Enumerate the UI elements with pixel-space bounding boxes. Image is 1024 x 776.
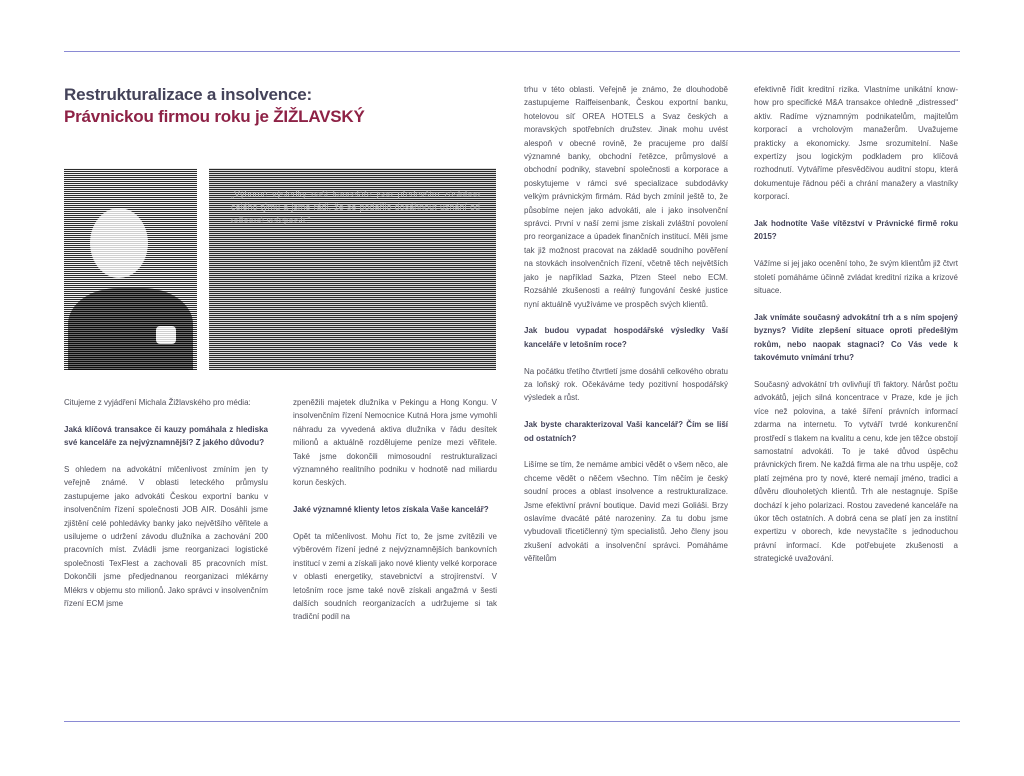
body-paragraph: zpeněžili majetek dlužníka v Pekingu a Hong Kongu. V insolvenčním řízení Nemocnice Kutná Hora jsme vymohli náhradu za vyvedená aktiva dlužníka v řádu desítek milionů a aktuálně rozdělujeme peníze mezi věřitele. Také jsme dokončili mimosoudní restrukturalizaci významného realitního podniku v hodnotě nad miliardu korun českých. — [293, 398, 497, 488]
title-line-2: Právnickou firmou roku je ŽIŽLAVSKÝ — [64, 107, 365, 126]
interview-question: Jak budou vypadat hospodářské výsledky Vaší kanceláře v letošním roce? — [524, 326, 728, 349]
body-paragraph: Lišíme se tím, že nemáme ambici vědět o všem něco, ale chceme vědět o něčem všechno. Tím něčím je český soudní proces a oblast insolvence a restrukturalizace. Jsme efektivní právní boutique. David mezi Goliáši. Brzy oslavíme dvacáté páté narozeniny. Za tu dobu jsme vybudovali třicetičlenný tým specialistů. Jeho členy jsou zkušení advokáti a insolvenční správci. Pomáháme věřitelům — [524, 460, 728, 564]
interview-question: Jak vnímáte současný advokátní trh a s ním spojený byznys? Vidíte zlepšení situace oproti předešlým rokům, nebo naopak stagnaci? Co Vás vede k takovémuto vnímání trhu? — [754, 312, 958, 363]
text-column-4 — [754, 83, 958, 579]
text-column-1 — [64, 396, 268, 624]
text-column-3 — [524, 83, 728, 579]
pull-quote-box — [209, 168, 496, 370]
portrait-hand — [156, 326, 176, 344]
body-paragraph: S ohledem na advokátní mlčenlivost zmíním jen ty veřejně známé. V oblasti leteckého průmyslu zastupujeme jako advokáti Českou exportní banku v insolvenčním řízení společnosti JOB AIR. Dosáhli jsme zjištění celé pohledávky banky jako největšího věřitele a usilujeme o udržení závodu dlužníka a zachování 200 pracovních míst. Zvládli jsme reorganizaci logistické společnosti TexFlest a zachovali 85 pracovních míst. Dokončili jsme předjednanou reorganizaci mlékárny Mlékrs v objemu sto milionů. Jako správci v insolvenčním řízení ECM jsme — [64, 465, 268, 609]
interview-question: Jaká klíčová transakce či kauzy pomáhala z hlediska své kanceláře za nejvýznamnější? Z jakého důvodu? — [64, 424, 268, 448]
portrait-face — [90, 208, 148, 278]
body-paragraph: Na počátku třetího čtvrtletí jsme dosáhli celkového obratu za loňský rok. Očekáváme tedy pozitivní hospodářský výsledek a růst. — [524, 366, 728, 403]
title-line-1: Restrukturalizace a insolvence: — [64, 85, 312, 104]
interview-question: Jak hodnotíte Vaše vítězství v Právnické firmě roku 2015? — [754, 219, 958, 242]
body-paragraph: Opět ta mlčenlivost. Mohu říct to, že jsme zvítězili ve výběrovém řízení jedné z nejvýznamnějších bankovních institucí v zemi a získali jako nové klienty velké korporace v oblasti energetiky, stavebnictví a strojírenství. V letošním roce jsme také nově získali angažmá v šesti dalších soudních reorganizacích a udržujeme si tak tradiční podíl na — [293, 532, 497, 622]
body-paragraph: trhu v této oblasti. Veřejně je známo, že dlouhodobě zastupujeme Raiffeisenbank, Českou exportní banku, hotelovou síť OREA HOTELS a Svaz českých a moravských spotřebních družstev. Jinak mohu uvést alespoň v obecné rovině, že pracujeme pro další významné banky, obchodní řetězce, průmyslové a obchodní podniky, stavební společnosti a korporace a poskytujeme v rámci své specializace subdodávky velkým právnickým firmám. Rád bych zmínil ještě to, že působíme nejen jako advokáti, ale i jako insolvenční správci. První v naší zemi jsme získali zvláštní povolení pro reorganizace a úpadek finančních institucí. Měli jsme tak již možnost pracovat na základě soudního pověření na stovkách insolvenčních řízení, včetně těch největších jako je například Sazka, Plzen Steel nebo ECM. Rozsáhlé zkušenosti a reálný fungování české justice nyní aktuálně využíváme ve prospěch svých klientů. — [524, 85, 728, 309]
portrait-photo — [64, 168, 197, 370]
body-paragraph: Současný advokátní trh ovlivňují tři faktory. Nárůst počtu advokátů, jejich silná koncentrace v Praze, kde je jich více než polovina, a také šíření právních informací zdarma na internetu. To vytváří tvrdé konkurenční prostředí s tlakem na kvalitu a cenu, kde jen těžce obstojí samostatní advokáti. To je také důvod úspěchu právnických firem. Ne každá firma ale na trhu uspěje, což platí zejména pro ty nové, které nemají jméno, tradici a důvěru dlouholetých klientů. Trh ale nestagnuje. Spíše dochází k jeho polarizaci. Rostou zavedené kanceláře na úkor těch ostatních. A dobrá cena se platí jen za institní expertizu v oborech, kde nevystačíte s jednoduchou právní informací. Kde potřebujete zkušenosti a strategické uvažování. — [754, 379, 958, 564]
top-rule — [64, 51, 960, 52]
body-paragraph: Vážíme si jej jako ocenění toho, že svým klientům již čtvrt století pomáháme účinně zvládat kreditní rizika a krizové situace. — [754, 259, 958, 296]
text-column-2 — [293, 396, 497, 637]
bottom-rule — [64, 721, 960, 722]
body-paragraph: efektivně řídit kreditní rizika. Vlastníme unikátní know-how pro specifické M&A transakce ohledně „distressed“ aktiv. Radíme významným podnikatelům, majitelům korporací a vrcholovým manažerům. Uvažujeme prakticky a ekonomicky. Jsme srozumitelní. Naše expertízy jsou logickým podkladem pro klíčová rozhodnutí. Vytváříme přesvědčivou auditní stopu, která dokumentuje řádnou péči a chrání manažery a vlastníky korporací. — [754, 85, 958, 202]
interview-question: Jaké významné klienty letos získala Vaše kancelář? — [293, 505, 489, 515]
article-title — [64, 84, 484, 128]
interview-question: Jak byste charakterizoval Vaši kancelář? Čím se liší od ostatních? — [524, 420, 728, 443]
body-paragraph: Citujeme z vyjádření Michala Žižlavského pro média: — [64, 398, 251, 407]
pull-quote-text: „Výborné výsledky naší kanceláře jsou především zásluhou celého týmu a jsme rádi, že se podařilo dosáhnout uznání od odborné veřejnosti.“ — [231, 189, 480, 225]
